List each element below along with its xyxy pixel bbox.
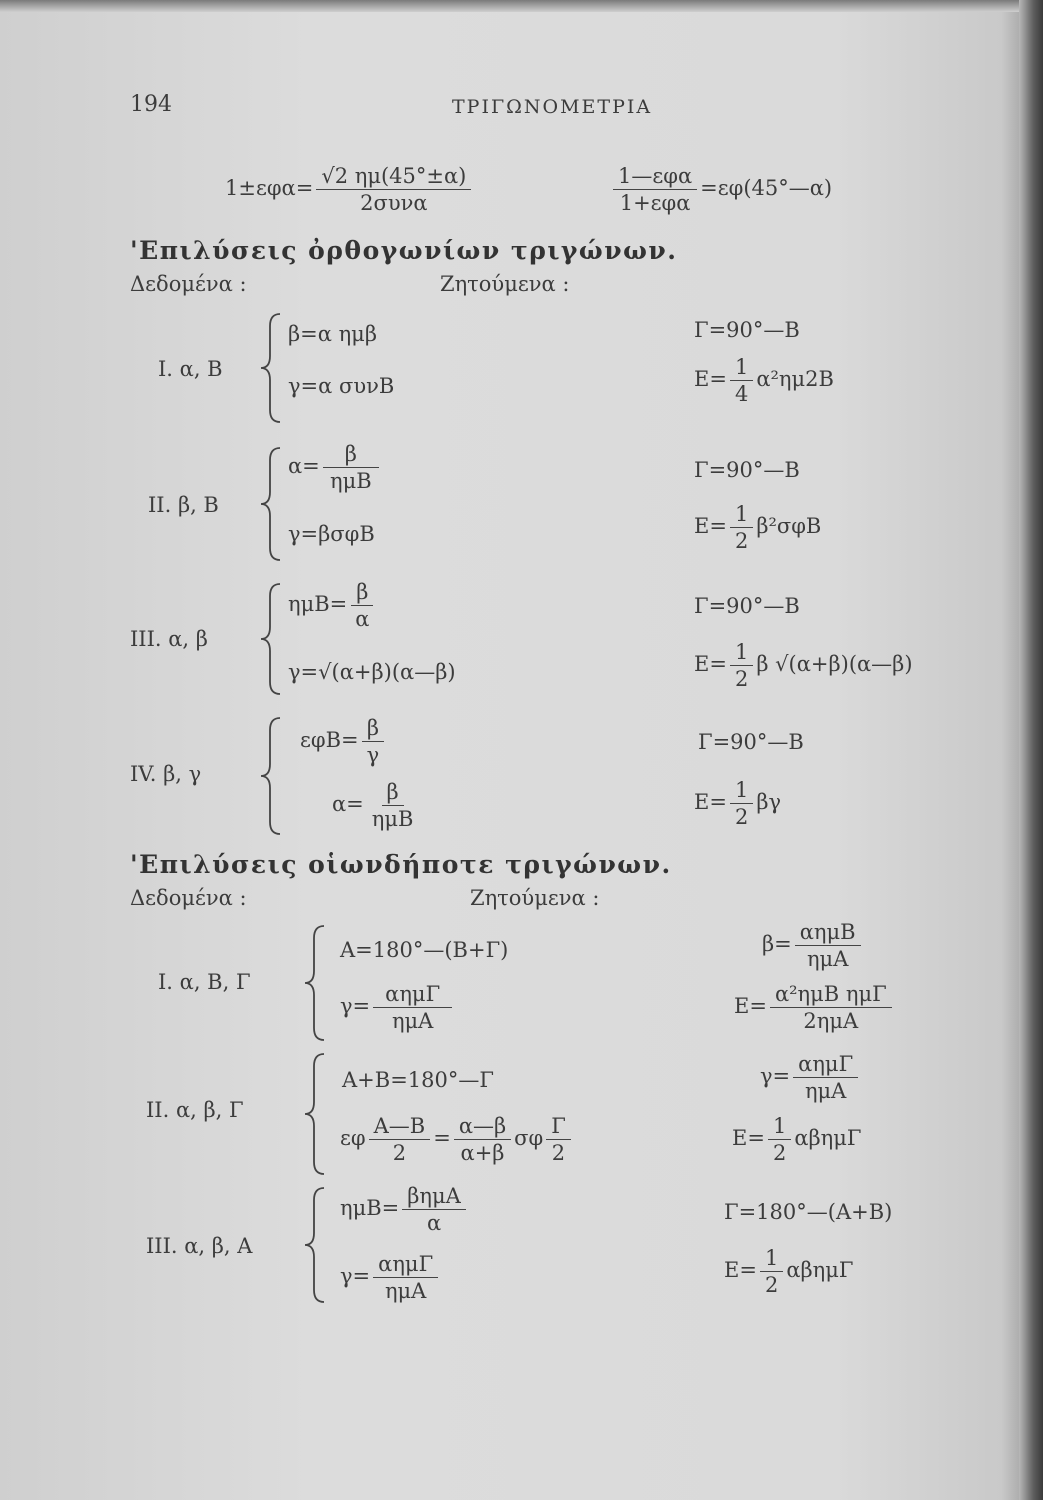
s2-case3-result2: Ε= $\frac{1}{2}$ αβημΓ: [724, 1246, 854, 1297]
section2-sought-label: Ζητούμενα :: [470, 886, 600, 910]
s1-case2-label: II. β, Β: [148, 493, 219, 517]
section1-given-label: Δεδομένα :: [130, 272, 247, 296]
s1-case4-result1: Γ=90°—Β: [698, 730, 804, 754]
page-number: 194: [130, 92, 172, 117]
curly-brace: [302, 924, 328, 1042]
s1-case1-label: I. α, Β: [158, 357, 223, 381]
s1-case2-formula1: α= $\frac{\beta}{\text{ημΒ}}$: [288, 442, 382, 493]
s1-case4-label: IV. β, γ: [130, 762, 202, 786]
s1-case3-result1: Γ=90°—Β: [694, 594, 800, 618]
s2-case2-label: II. α, β, Γ: [146, 1098, 244, 1122]
s2-case1-formula2: γ= $\frac{\text{αημΓ}}{\text{ημΑ}}$: [340, 982, 455, 1033]
curly-brace: [258, 446, 284, 562]
s1-case1-result1: Γ=90°—Β: [694, 318, 800, 342]
s1-case3-formula2: γ=√(α+β)(α—β): [288, 660, 456, 684]
s2-case1-label: I. α, Β, Γ: [158, 970, 251, 994]
s2-case3-formula1: ημΒ= $\frac{\text{βημΑ}}{\alpha}$: [340, 1184, 469, 1235]
s1-case1-formula1: β=α ημβ: [288, 322, 377, 346]
s2-case3-label: III. α, β, Α: [146, 1234, 253, 1258]
s2-case2-result2: Ε= $\frac{1}{2}$ αβημΓ: [732, 1114, 862, 1165]
curly-brace: [258, 312, 284, 424]
s2-case3-formula2: γ= $\frac{\text{αημΓ}}{\text{ημΑ}}$: [340, 1252, 441, 1303]
formula-tan-ratio: $\frac{\text{1—εφα}}{\text{1+εφα}}$ =εφ(45°—α): [610, 164, 832, 215]
formula-tan-sum: 1±εφα= $\frac{√2 \eta\mu(45^\circ\pm\alpha)}{\text{2συνα}}$: [225, 164, 474, 215]
s1-case3-label: III. α, β: [130, 627, 208, 651]
s1-case2-result2: Ε= $\frac{1}{2}$ β²σφΒ: [694, 502, 822, 553]
s2-case2-formula1: Α+Β=180°—Γ: [342, 1068, 494, 1092]
s1-case4-formula1: εφΒ= $\frac{\beta}{\gamma}$: [300, 716, 387, 767]
s2-case2-formula2: εφ $\frac{A—B}{2}$ = $\frac{\alpha—\beta}{\alpha+\beta}$ σφ $\frac{\Gamma}{2}$: [340, 1114, 574, 1165]
scan-top-edge: [0, 0, 1043, 12]
s1-case3-result2: Ε= $\frac{1}{2}$ β √(α+β)(α—β): [694, 640, 913, 691]
s2-case1-result1: β= $\frac{\text{αημΒ}}{\text{ημΑ}}$: [762, 920, 864, 971]
section1-heading: 'Επιλύσεις ὀρθογωνίων τριγώνων.: [130, 236, 678, 265]
s2-case1-result2: Ε= $\frac{\text{α²ημΒ ημΓ}}{\text{2ημΑ}}$: [734, 982, 895, 1033]
section2-heading: 'Επιλύσεις οἱωνδήποτε τριγώνων.: [130, 850, 672, 879]
s1-case2-result1: Γ=90°—Β: [694, 458, 800, 482]
s1-case2-formula2: γ=βσφΒ: [288, 522, 375, 546]
s2-case3-result1: Γ=180°—(Α+Β): [724, 1200, 893, 1224]
s1-case3-formula1: ημΒ= $\frac{\beta}{\alpha}$: [288, 580, 377, 631]
curly-brace: [258, 716, 284, 836]
s1-case1-result2: Ε= $\frac{1}{4}$ α²ημ2Β: [694, 355, 834, 406]
s1-case4-formula2: α= $\frac{\beta}{\text{ημΒ}}$: [332, 780, 414, 831]
curly-brace: [258, 582, 284, 696]
curly-brace: [302, 1186, 328, 1304]
s2-case2-result1: γ= $\frac{\text{αημΓ}}{\text{ημΑ}}$: [760, 1052, 861, 1103]
s2-case1-formula1: Α=180°—(Β+Γ): [340, 938, 509, 962]
section1-sought-label: Ζητούμενα :: [440, 272, 570, 296]
curly-brace: [302, 1052, 328, 1176]
s1-case4-result2: Ε= $\frac{1}{2}$ βγ: [694, 778, 782, 829]
section2-given-label: Δεδομένα :: [130, 886, 247, 910]
s1-case1-formula2: γ=α συνΒ: [288, 374, 395, 398]
book-binding-edge: [1019, 0, 1043, 1500]
running-title: ΤΡΙΓΩΝΟΜΕΤΡΙΑ: [452, 96, 653, 118]
